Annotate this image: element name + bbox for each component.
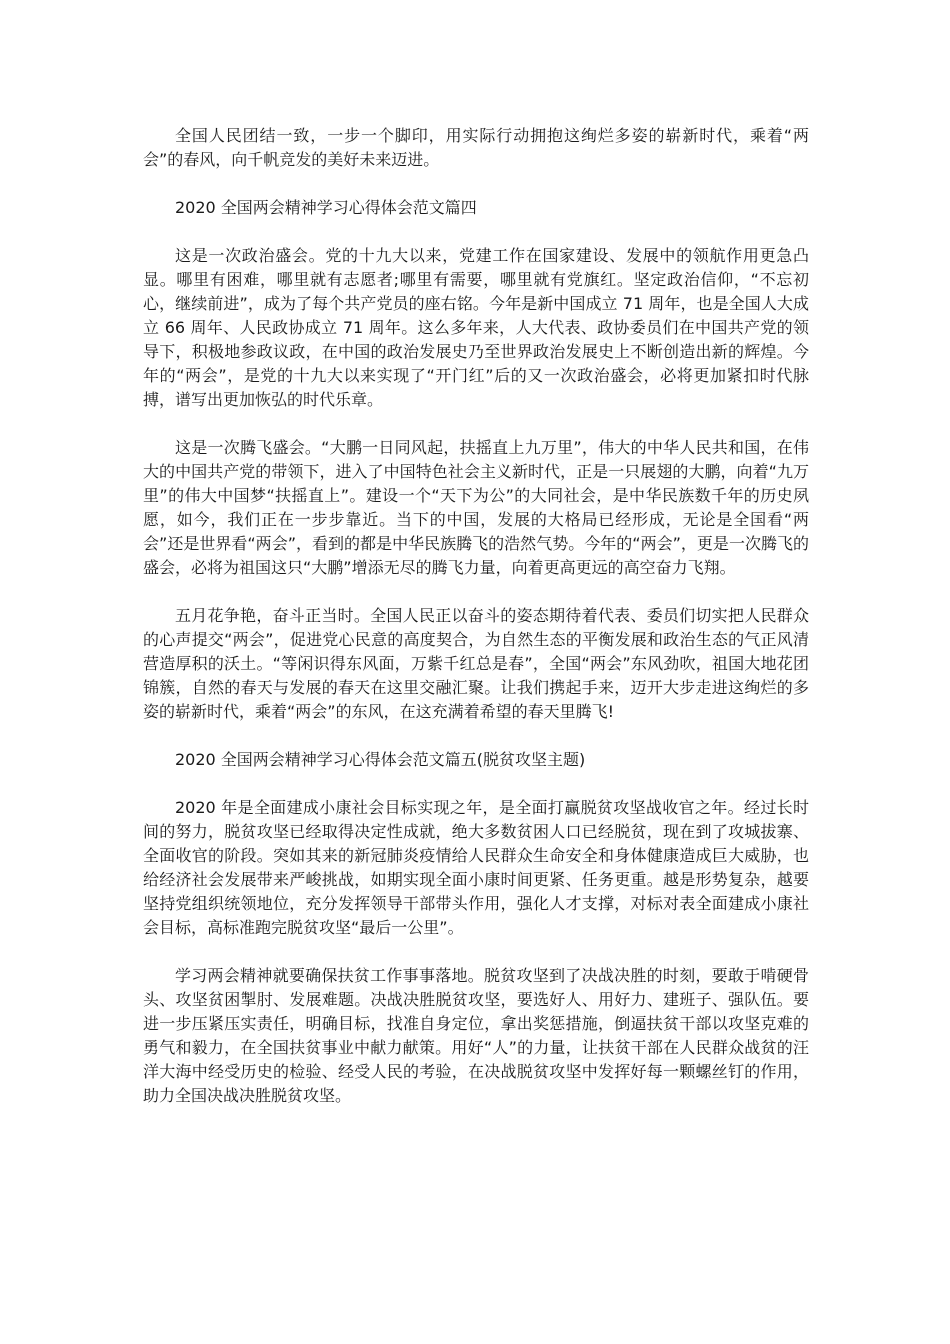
section-heading-5: 2020 全国两会精神学习心得体会范文篇五(脱贫攻坚主题)	[175, 750, 586, 769]
document-page	[143, 124, 809, 1132]
paragraph-poverty-implementation: 学习两会精神就要确保扶贫工作事事落地。脱贫攻坚到了决战决胜的时刻，要敢于啃硬骨头、攻坚贫困掣肘、发展难题。决战决胜脱贫攻坚，要选好人、用好力、建班子、强队伍。要进一步压紧压实责任，明确目标，找准自身定位，拿出奖惩措施，倒逼扶贫干部以攻坚克难的勇气和毅力，在全国扶贫事业中献力献策。用好“人”的力量，让扶贫干部在人民群众战贫的汪洋大海中经受历史的检验、经受人民的考验，在决战脱贫攻坚中发挥好每一颗螺丝钉的作用，助力全国决战决胜脱贫攻坚。	[143, 966, 809, 1105]
paragraph-may: 五月花争艳，奋斗正当时。全国人民正以奋斗的姿态期待着代表、委员们切实把人民群众的心声提交“两会”，促进党心民意的高度契合，为自然生态的平衡发展和政治生态的气正风清营造厚积的沃土。“等闲识得东风面，万紫千红总是春”，全国“两会”东风劲吹，祖国大地花团锦簇，自然的春天与发展的春天在这里交融汇聚。让我们携起手来，迈开大步走进这绚烂的多姿的崭新时代，乘着“两会”的东风，在这充满着希望的春天里腾飞!	[143, 606, 809, 721]
paragraph-intro: 全国人民团结一致，一步一个脚印，用实际行动拥抱这绚烂多姿的崭新时代，乘着“两会”的春风，向千帆竞发的美好未来迈进。	[143, 126, 809, 169]
paragraph-soaring: 这是一次腾飞盛会。“大鹏一日同风起，扶摇直上九万里”，伟大的中华人民共和国，在伟大的中国共产党的带领下，进入了中国特色社会主义新时代，正是一只展翅的大鹏，向着“九万里”的伟大中国梦“扶摇直上”。建设一个“天下为公”的大同社会，是中华民族数千年的历史夙愿，如今，我们正在一步步靠近。当下的中国，发展的大格局已经形成，无论是全国看“两会”还是世界看“两会”，看到的都是中华民族腾飞的浩然气势。今年的“两会”，更是一次腾飞的盛会，必将为祖国这只“大鹏”增添无尽的腾飞力量，向着更高更远的高空奋力飞翔。	[143, 438, 809, 577]
section-heading-4: 2020 全国两会精神学习心得体会范文篇四	[175, 198, 477, 217]
paragraph-poverty-2020: 2020 年是全面建成小康社会目标实现之年，是全面打赢脱贫攻坚战收官之年。经过长时间的努力，脱贫攻坚已经取得决定性成就，绝大多数贫困人口已经脱贫，现在到了攻城拔寨、全面收官的阶段。突如其来的新冠肺炎疫情给人民群众生命安全和身体健康造成巨大威胁，也给经济社会发展带来严峻挑战，如期实现全面小康时间更紧、任务更重。越是形势复杂，越要坚持党组织统领地位，充分发挥领导干部带头作用，强化人才支撑，对标对表全面建成小康社会目标，高标准跑完脱贫攻坚“最后一公里”。	[143, 798, 809, 937]
paragraph-political: 这是一次政治盛会。党的十九大以来，党建工作在国家建设、发展中的领航作用更急凸显。哪里有困难，哪里就有志愿者;哪里有需要，哪里就有党旗红。坚定政治信仰，“不忘初心，继续前进”，成为了每个共产党员的座右铭。今年是新中国成立 71 周年，也是全国人大成立 66 周年、人民政协成立 71 周年。这么多年来，人大代表、政协委员们在中国共产党的领导下，积极地参政议政，在中国的政治发展史乃至世界政治发展史上不断创造出新的辉煌。今年的“两会”，是党的十九大以来实现了“开门红”后的又一次政治盛会，必将更加紧扣时代脉搏，谱写出更加恢弘的时代乐章。	[143, 246, 809, 409]
